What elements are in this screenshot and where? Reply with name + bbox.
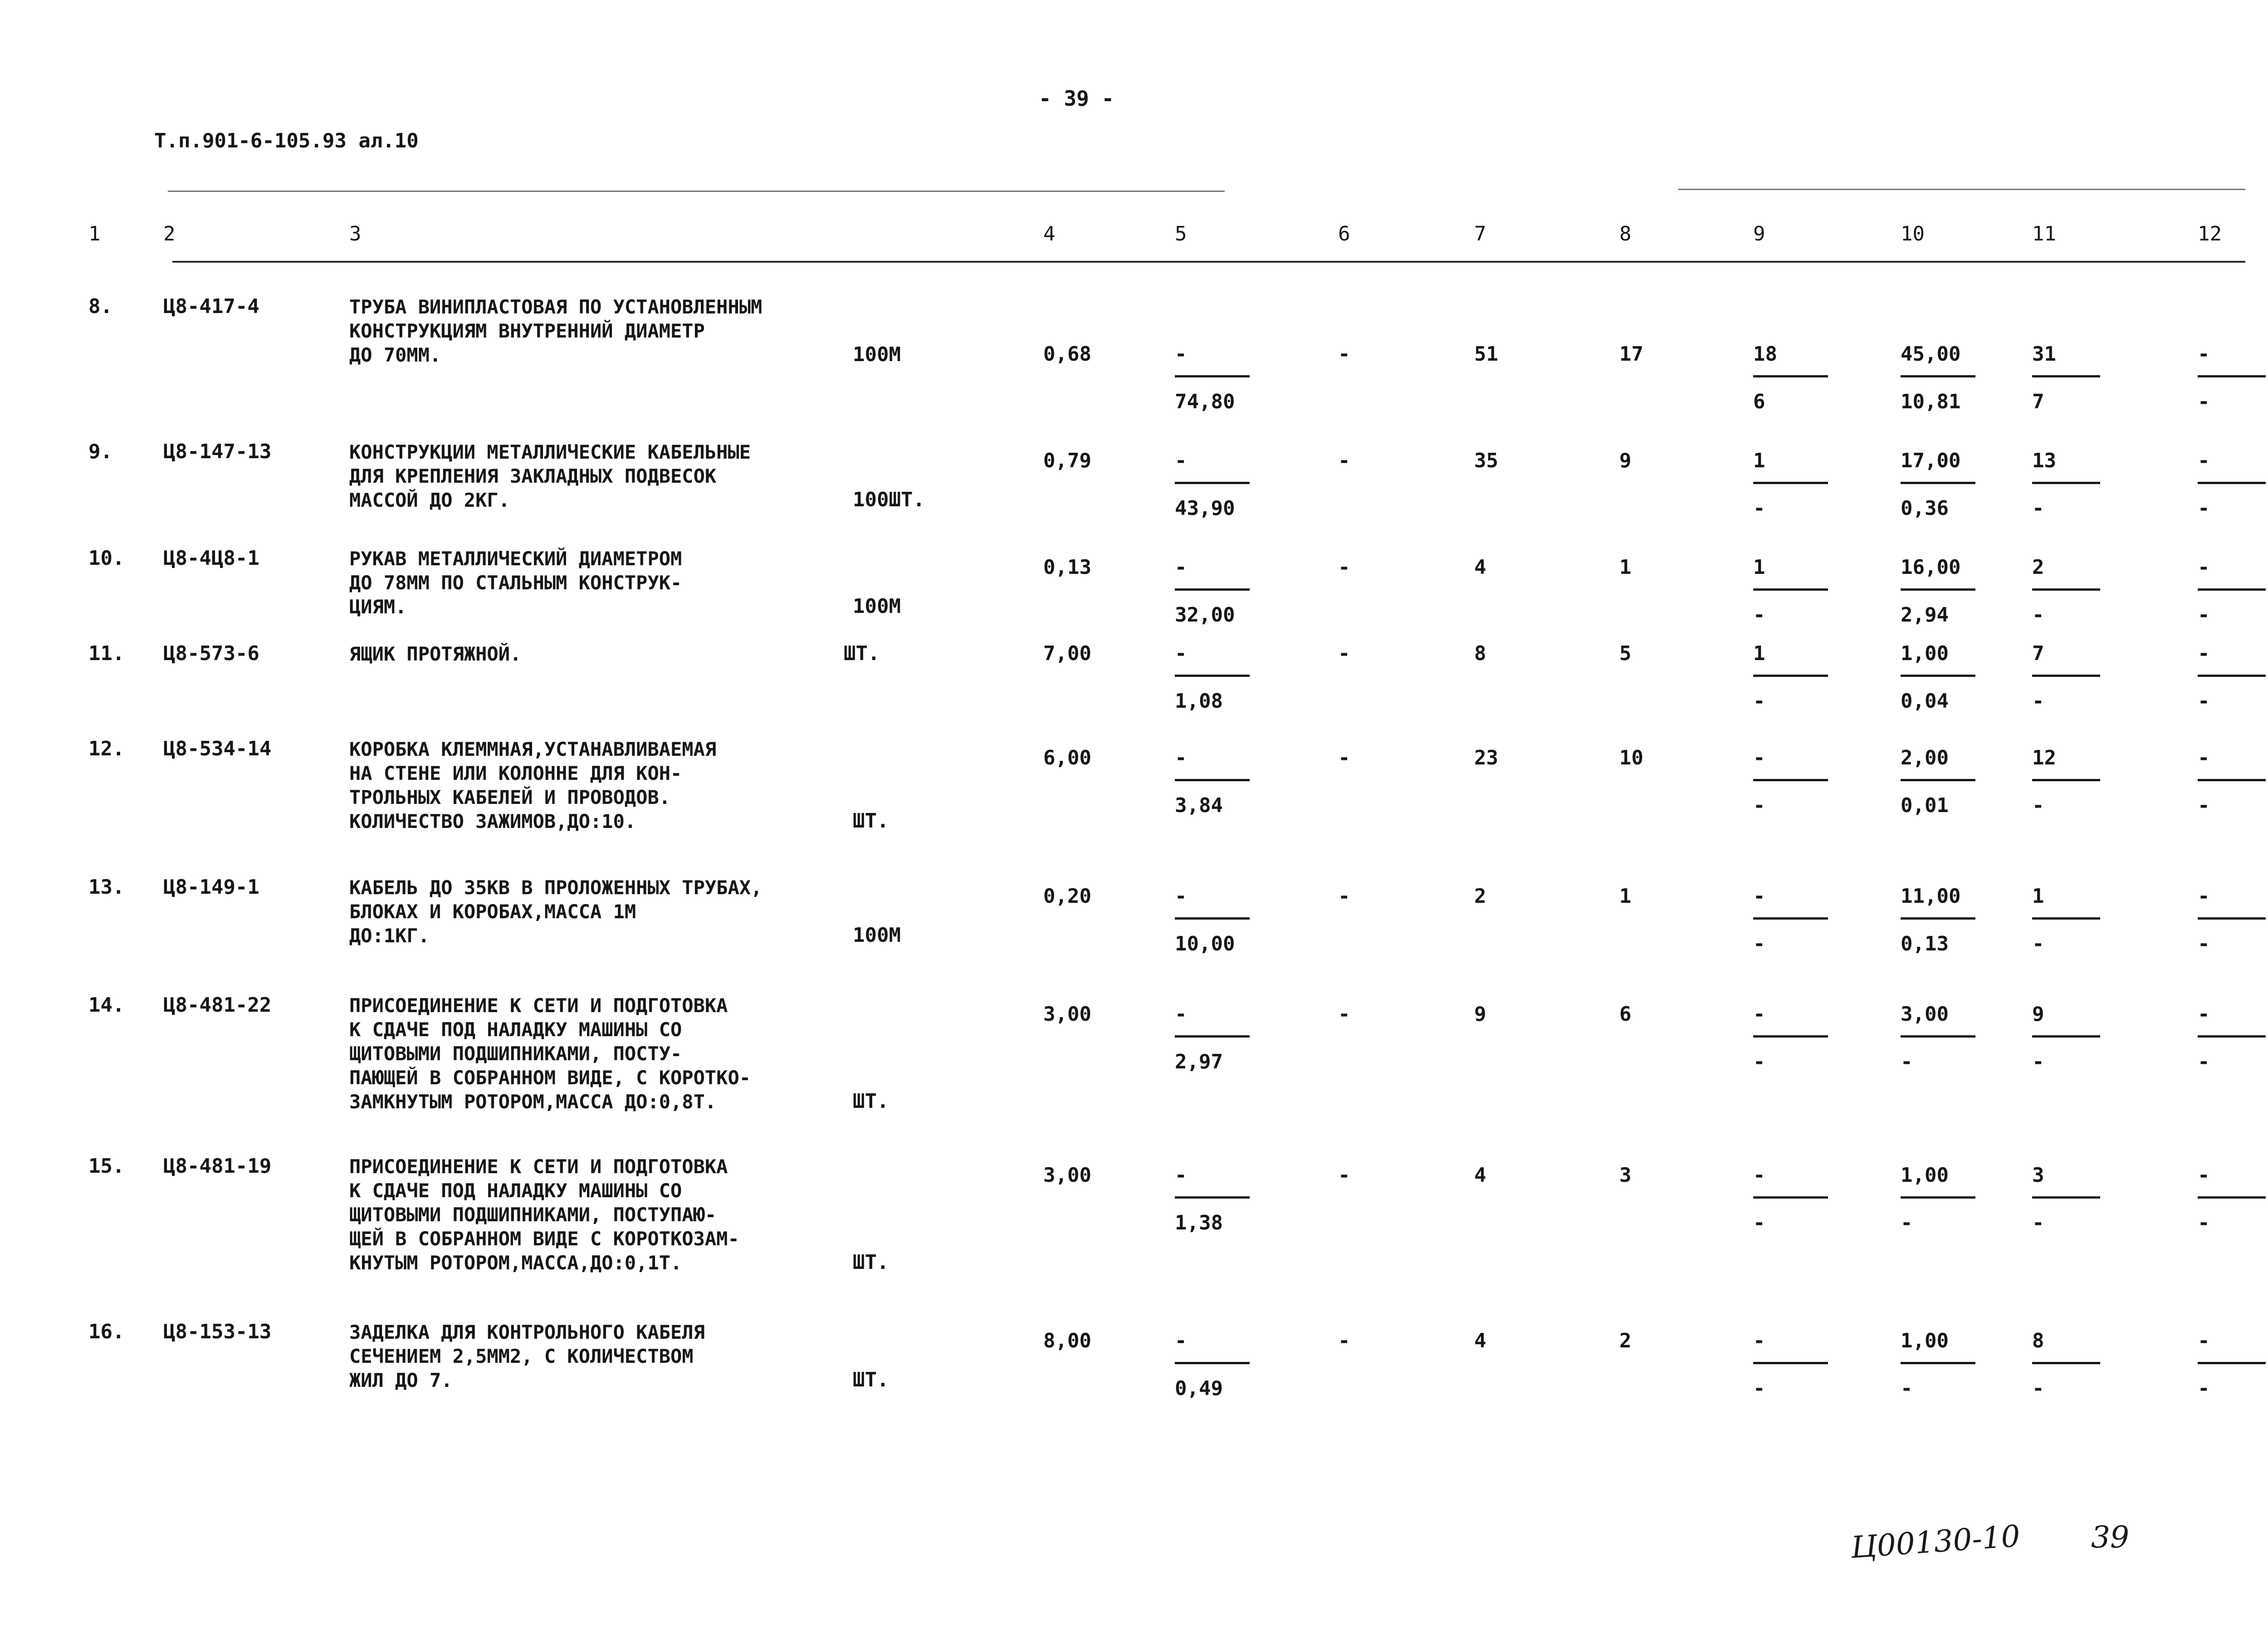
col12-fraction-line [2198, 675, 2266, 677]
col12-upper: - [2198, 1164, 2210, 1187]
col5-lower: 2,97 [1175, 1050, 1223, 1073]
col7-value: 35 [1474, 449, 1498, 472]
column-header-6: 6 [1338, 222, 1350, 245]
row-quantity: 7,00 [1043, 642, 1091, 665]
col7-value: 9 [1474, 1003, 1486, 1026]
row-description-line: ДО:1КГ. [349, 925, 430, 947]
col9-upper: - [1753, 1003, 1765, 1026]
row-description-line: ЩИТОВЫМИ ПОДШИПНИКАМИ, ПОСТУПАЮ- [349, 1204, 717, 1226]
col12-lower: - [2198, 603, 2210, 627]
col11-upper: 7 [2032, 642, 2044, 665]
col9-fraction-line [1753, 1035, 1828, 1038]
col5-fraction-line [1175, 675, 1250, 677]
row-description-line: КОРОБКА КЛЕММНАЯ,УСТАНАВЛИВАЕМАЯ [349, 738, 717, 760]
col6-value: - [1338, 1164, 1350, 1187]
col5-fraction-line [1175, 917, 1250, 920]
col10-fraction-line [1901, 375, 1975, 377]
col5-fraction-line [1175, 588, 1250, 591]
col12-fraction-line [2198, 482, 2266, 484]
row-description-line: МАССОЙ ДО 2КГ. [349, 489, 510, 511]
col12-fraction-line [2198, 375, 2266, 377]
row-description-line: КНУТЫМ РОТОРОМ,МАССА,ДО:0,1Т. [349, 1252, 682, 1274]
col8-value: 10 [1619, 746, 1643, 769]
row-description-line: ЗАДЕЛКА ДЛЯ КОНТРОЛЬНОГО КАБЕЛЯ [349, 1321, 705, 1343]
col11-lower: - [2032, 1211, 2044, 1234]
row-number: 11. [88, 642, 125, 665]
row-description-line: ПАЮЩЕЙ В СОБРАННОМ ВИДЕ, С КОРОТКО- [349, 1067, 751, 1089]
col11-upper: 1 [2032, 885, 2044, 908]
row-description-line: ЦИЯМ. [349, 596, 407, 618]
col10-upper: 1,00 [1901, 642, 1949, 665]
col12-fraction-line [2198, 1362, 2266, 1364]
col12-upper: - [2198, 1329, 2210, 1352]
col6-value: - [1338, 746, 1350, 769]
column-header-4: 4 [1043, 222, 1056, 245]
col12-upper: - [2198, 642, 2210, 665]
col11-fraction-line [2032, 1362, 2100, 1364]
row-description-line: КОЛИЧЕСТВО ЗАЖИМОВ,ДО:10. [349, 810, 636, 832]
col12-lower: - [2198, 1050, 2210, 1073]
col9-fraction-line [1753, 779, 1828, 781]
col8-value: 3 [1619, 1164, 1632, 1187]
col7-value: 4 [1474, 1164, 1486, 1187]
row-quantity: 0,13 [1043, 556, 1091, 579]
column-header-2: 2 [163, 222, 176, 245]
col9-fraction-line [1753, 588, 1828, 591]
row-description-line: ЯЩИК ПРОТЯЖНОЙ. [349, 643, 522, 665]
col5-upper: - [1175, 1164, 1187, 1187]
row-code: Ц8-147-13 [163, 440, 272, 463]
row-description-line: ЩЕЙ В СОБРАННОМ ВИДЕ С КОРОТКОЗАМ- [349, 1228, 739, 1250]
page-number: - 39 - [1039, 86, 1114, 111]
col10-fraction-line [1901, 588, 1975, 591]
col9-upper: - [1753, 746, 1765, 769]
row-unit: 100М [853, 595, 901, 618]
col11-upper: 9 [2032, 1003, 2044, 1026]
col8-value: 1 [1619, 556, 1632, 579]
row-quantity: 8,00 [1043, 1329, 1091, 1352]
col11-fraction-line [2032, 917, 2100, 920]
column-header-9: 9 [1753, 222, 1765, 245]
row-description-line: БЛОКАХ И КОРОБАХ,МАССА 1М [349, 901, 636, 923]
col11-lower: 7 [2032, 390, 2044, 413]
col10-upper: 1,00 [1901, 1164, 1949, 1187]
col10-lower: 10,81 [1901, 390, 1961, 413]
column-header-11: 11 [2032, 222, 2056, 245]
col11-lower: - [2032, 1050, 2044, 1073]
col5-lower: 1,08 [1175, 690, 1223, 713]
col6-value: - [1338, 642, 1350, 665]
col5-lower: 3,84 [1175, 794, 1223, 817]
col9-upper: - [1753, 1329, 1765, 1352]
col12-fraction-line [2198, 779, 2266, 781]
row-description-line: ПРИСОЕДИНЕНИЕ К СЕТИ И ПОДГОТОВКА [349, 1155, 728, 1178]
col9-upper: 1 [1753, 556, 1765, 579]
col5-fraction-line [1175, 1196, 1250, 1199]
row-number: 10. [88, 547, 125, 570]
col10-upper: 17,00 [1901, 449, 1961, 472]
column-header-1: 1 [88, 222, 101, 245]
row-unit: ШТ. [844, 642, 880, 665]
col11-lower: - [2032, 932, 2044, 955]
col11-upper: 2 [2032, 556, 2044, 579]
col7-value: 23 [1474, 746, 1498, 769]
row-description-line: ТРОЛЬНЫХ КАБЕЛЕЙ И ПРОВОДОВ. [349, 786, 671, 808]
col10-upper: 1,00 [1901, 1329, 1949, 1352]
top-rule-left [168, 191, 1225, 192]
col5-lower: 74,80 [1175, 390, 1235, 413]
row-number: 12. [88, 737, 125, 760]
column-header-7: 7 [1474, 222, 1486, 245]
row-code: Ц8-534-14 [163, 737, 272, 760]
col10-fraction-line [1901, 675, 1975, 677]
top-rule-right [1678, 189, 2245, 190]
row-description-line: ЖИЛ ДО 7. [349, 1369, 453, 1391]
col9-upper: 18 [1753, 343, 1777, 366]
col10-fraction-line [1901, 482, 1975, 484]
col6-value: - [1338, 343, 1350, 366]
col5-lower: 32,00 [1175, 603, 1235, 627]
col11-lower: - [2032, 603, 2044, 627]
col5-upper: - [1175, 343, 1187, 366]
row-description-line: КОНСТРУКЦИИ МЕТАЛЛИЧЕСКИЕ КАБЕЛЬНЫЕ [349, 441, 751, 463]
col8-value: 5 [1619, 642, 1632, 665]
row-code: Ц8-573-6 [163, 642, 259, 665]
col5-upper: - [1175, 1003, 1187, 1026]
col11-lower: - [2032, 1377, 2044, 1400]
row-code: Ц8-417-4 [163, 295, 259, 318]
row-code: Ц8-149-1 [163, 876, 259, 899]
col12-lower: - [2198, 390, 2210, 413]
col12-lower: - [2198, 497, 2210, 520]
col10-fraction-line [1901, 779, 1975, 781]
col6-value: - [1338, 1329, 1350, 1352]
row-unit: ШТ. [853, 1251, 889, 1274]
col12-lower: - [2198, 794, 2210, 817]
col10-fraction-line [1901, 1362, 1975, 1364]
col10-fraction-line [1901, 917, 1975, 920]
row-number: 14. [88, 994, 125, 1017]
row-description-line: ДО 70ММ. [349, 344, 441, 366]
row-unit: ШТ. [853, 1090, 889, 1113]
row-description-line: КОНСТРУКЦИЯМ ВНУТРЕННИЙ ДИАМЕТР [349, 320, 705, 342]
col12-fraction-line [2198, 917, 2266, 920]
col10-lower: 2,94 [1901, 603, 1949, 627]
col7-value: 8 [1474, 642, 1486, 665]
column-header-5: 5 [1175, 222, 1187, 245]
row-description-line: НА СТЕНЕ ИЛИ КОЛОННЕ ДЛЯ КОН- [349, 762, 682, 784]
row-unit: 100М [853, 343, 901, 366]
col12-upper: - [2198, 343, 2210, 366]
col10-upper: 45,00 [1901, 343, 1961, 366]
row-number: 16. [88, 1320, 125, 1343]
col11-fraction-line [2032, 779, 2100, 781]
row-quantity: 0,68 [1043, 343, 1091, 366]
col10-lower: - [1901, 1050, 1913, 1073]
col8-value: 9 [1619, 449, 1632, 472]
row-unit: ШТ. [853, 809, 889, 832]
col5-upper: - [1175, 885, 1187, 908]
handwritten-page-number: 39 [2091, 1520, 2129, 1555]
col5-upper: - [1175, 1329, 1187, 1352]
document-code: Т.п.901-6-105.93 ал.10 [154, 129, 419, 152]
col12-upper: - [2198, 746, 2210, 769]
col10-lower: - [1901, 1211, 1913, 1234]
col9-fraction-line [1753, 482, 1828, 484]
row-description-line: К СДАЧЕ ПОД НАЛАДКУ МАШИНЫ СО [349, 1018, 682, 1041]
col6-value: - [1338, 449, 1350, 472]
col12-lower: - [2198, 932, 2210, 955]
col5-lower: 10,00 [1175, 932, 1235, 955]
column-header-3: 3 [349, 222, 362, 245]
col9-fraction-line [1753, 675, 1828, 677]
col11-fraction-line [2032, 588, 2100, 591]
col12-lower: - [2198, 1377, 2210, 1400]
col9-fraction-line [1753, 375, 1828, 377]
col12-upper: - [2198, 885, 2210, 908]
row-quantity: 0,20 [1043, 885, 1091, 908]
col12-fraction-line [2198, 1035, 2266, 1038]
row-quantity: 0,79 [1043, 449, 1091, 472]
row-description-line: ТРУБА ВИНИПЛАСТОВАЯ ПО УСТАНОВЛЕННЫМ [349, 296, 763, 318]
col11-lower: - [2032, 497, 2044, 520]
col10-lower: 0,36 [1901, 497, 1949, 520]
col10-lower: 0,13 [1901, 932, 1949, 955]
col5-lower: 0,49 [1175, 1377, 1223, 1400]
row-unit: 100ШТ. [853, 488, 925, 511]
row-quantity: 3,00 [1043, 1003, 1091, 1026]
col11-upper: 12 [2032, 746, 2056, 769]
row-number: 9. [88, 440, 112, 463]
handwritten-code: Ц00130-10 [1849, 1518, 2022, 1565]
row-description-line: ДЛЯ КРЕПЛЕНИЯ ЗАКЛАДНЫХ ПОДВЕСОК [349, 465, 717, 487]
column-header-8: 8 [1619, 222, 1632, 245]
col11-fraction-line [2032, 482, 2100, 484]
col5-fraction-line [1175, 1362, 1250, 1364]
col7-value: 51 [1474, 343, 1498, 366]
col9-upper: 1 [1753, 449, 1765, 472]
col12-fraction-line [2198, 588, 2266, 591]
col9-lower: - [1753, 1050, 1765, 1073]
col5-fraction-line [1175, 375, 1250, 377]
col5-fraction-line [1175, 482, 1250, 484]
col7-value: 4 [1474, 556, 1486, 579]
col5-fraction-line [1175, 779, 1250, 781]
col6-value: - [1338, 1003, 1350, 1026]
col9-upper: 1 [1753, 642, 1765, 665]
row-quantity: 3,00 [1043, 1164, 1091, 1187]
col9-fraction-line [1753, 1196, 1828, 1199]
col10-upper: 11,00 [1901, 885, 1961, 908]
col9-upper: - [1753, 1164, 1765, 1187]
col12-lower: - [2198, 690, 2210, 713]
row-description-line: ЗАМКНУТЫМ РОТОРОМ,МАССА ДО:0,8Т. [349, 1091, 717, 1113]
col9-lower: - [1753, 932, 1765, 955]
row-code: Ц8-481-19 [163, 1155, 272, 1178]
col11-fraction-line [2032, 375, 2100, 377]
col5-fraction-line [1175, 1035, 1250, 1038]
row-description-line: ЩИТОВЫМИ ПОДШИПНИКАМИ, ПОСТУ- [349, 1043, 682, 1065]
col10-upper: 16,00 [1901, 556, 1961, 579]
col9-lower: - [1753, 1377, 1765, 1400]
col10-lower: 0,01 [1901, 794, 1949, 817]
col11-lower: - [2032, 690, 2044, 713]
col12-upper: - [2198, 449, 2210, 472]
row-description-line: К СДАЧЕ ПОД НАЛАДКУ МАШИНЫ СО [349, 1180, 682, 1202]
col5-upper: - [1175, 746, 1187, 769]
col10-fraction-line [1901, 1035, 1975, 1038]
col5-upper: - [1175, 556, 1187, 579]
col10-upper: 3,00 [1901, 1003, 1949, 1026]
col11-fraction-line [2032, 1196, 2100, 1199]
col11-fraction-line [2032, 675, 2100, 677]
row-description-line: КАБЕЛЬ ДО 35КВ В ПРОЛОЖЕННЫХ ТРУБАХ, [349, 876, 763, 899]
col6-value: - [1338, 556, 1350, 579]
row-number: 15. [88, 1155, 125, 1178]
col5-lower: 1,38 [1175, 1211, 1223, 1234]
col8-value: 6 [1619, 1003, 1632, 1026]
col12-fraction-line [2198, 1196, 2266, 1199]
col11-fraction-line [2032, 1035, 2100, 1038]
col9-lower: - [1753, 497, 1765, 520]
col9-lower: - [1753, 794, 1765, 817]
row-code: Ц8-481-22 [163, 994, 272, 1017]
row-number: 8. [88, 295, 112, 318]
col11-lower: - [2032, 794, 2044, 817]
col6-value: - [1338, 885, 1350, 908]
col9-upper: - [1753, 885, 1765, 908]
col7-value: 2 [1474, 885, 1486, 908]
col7-value: 4 [1474, 1329, 1486, 1352]
row-code: Ц8-153-13 [163, 1320, 272, 1343]
col10-fraction-line [1901, 1196, 1975, 1199]
row-code: Ц8-4Ц8-1 [163, 547, 259, 570]
col11-upper: 31 [2032, 343, 2056, 366]
row-number: 13. [88, 876, 125, 899]
col11-upper: 3 [2032, 1164, 2044, 1187]
column-header-10: 10 [1901, 222, 1925, 245]
row-description-line: ДО 78ММ ПО СТАЛЬНЫМ КОНСТРУК- [349, 572, 682, 594]
row-unit: 100М [853, 924, 901, 947]
row-unit: ШТ. [853, 1368, 889, 1391]
col8-value: 17 [1619, 343, 1643, 366]
col12-upper: - [2198, 1003, 2210, 1026]
col8-value: 1 [1619, 885, 1632, 908]
col5-upper: - [1175, 449, 1187, 472]
row-description-line: ПРИСОЕДИНЕНИЕ К СЕТИ И ПОДГОТОВКА [349, 994, 728, 1017]
col5-upper: - [1175, 642, 1187, 665]
header-bottom-rule [172, 261, 2245, 263]
row-description-line: РУКАВ МЕТАЛЛИЧЕСКИЙ ДИАМЕТРОМ [349, 548, 682, 570]
col5-lower: 43,90 [1175, 497, 1235, 520]
col12-upper: - [2198, 556, 2210, 579]
col10-lower: - [1901, 1377, 1913, 1400]
col9-lower: - [1753, 690, 1765, 713]
col11-upper: 8 [2032, 1329, 2044, 1352]
row-quantity: 6,00 [1043, 746, 1091, 769]
col9-lower: 6 [1753, 390, 1765, 413]
col9-lower: - [1753, 603, 1765, 627]
col12-lower: - [2198, 1211, 2210, 1234]
col11-upper: 13 [2032, 449, 2056, 472]
row-description-line: СЕЧЕНИЕМ 2,5ММ2, С КОЛИЧЕСТВОМ [349, 1345, 694, 1367]
col10-upper: 2,00 [1901, 746, 1949, 769]
col9-lower: - [1753, 1211, 1765, 1234]
col8-value: 2 [1619, 1329, 1632, 1352]
col9-fraction-line [1753, 1362, 1828, 1364]
col9-fraction-line [1753, 917, 1828, 920]
column-header-12: 12 [2198, 222, 2222, 245]
col10-lower: 0,04 [1901, 690, 1949, 713]
